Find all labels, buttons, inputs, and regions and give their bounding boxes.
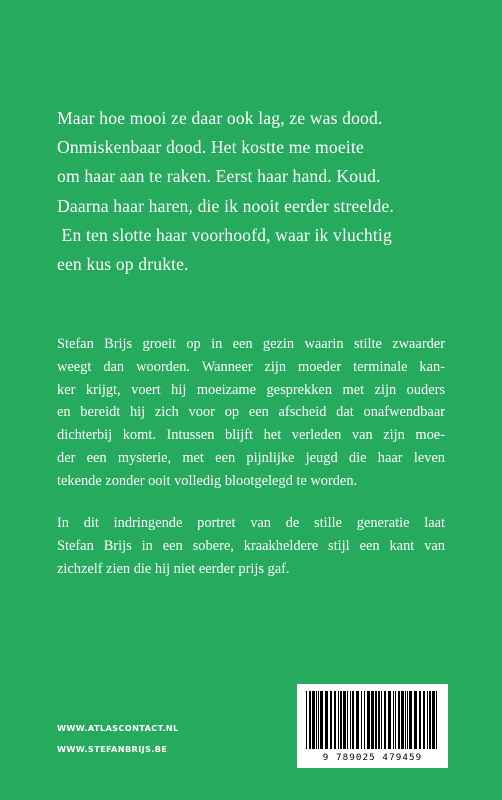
back-cover-quote	[57, 104, 487, 279]
description-paragraph-2	[57, 512, 445, 580]
barcode-bar	[407, 691, 408, 749]
paragraph-line: en bereidt hij zich voor op een afscheid dat onafwendbaar	[57, 404, 445, 421]
isbn-barcode	[297, 684, 448, 768]
paragraph-line: weegt dan woorden. Wanneer zijn moeder terminale kan-	[57, 358, 445, 375]
publisher-url[interactable]: WWW.ATLASCONTACT.NL	[57, 723, 179, 733]
barcode-bar	[316, 691, 317, 749]
barcode-bar	[306, 691, 307, 749]
barcode-bar	[427, 691, 428, 749]
barcode-bar	[334, 691, 336, 749]
quote-line: En ten slotte haar voorhoofd, waar ik vluchtig	[57, 224, 392, 245]
barcode-bar	[432, 691, 435, 749]
description-paragraph-1	[57, 333, 445, 493]
barcode-bar	[414, 691, 417, 749]
barcode-bar	[378, 691, 380, 749]
barcode-bar	[361, 691, 362, 749]
barcode-bar	[343, 691, 346, 749]
paragraph-line: Stefan Brijs groeit op in een gezin waarin stilte zwaarder	[57, 336, 445, 352]
paragraph-line: In dit indringende portret van de stille generatie laat	[57, 515, 445, 531]
barcode-bar	[398, 691, 400, 749]
barcode-bar	[325, 691, 328, 749]
quote-line: Daarna haar haren, die ik nooit eerder streelde.	[57, 195, 394, 216]
quote-line: om haar aan te raken. Eerst haar hand. Koud.	[57, 166, 381, 187]
barcode-bar	[429, 691, 431, 749]
barcode-bar	[340, 691, 342, 749]
author-url[interactable]: WWW.STEFANBRIJS.BE	[57, 744, 168, 754]
isbn-number: 9 789025 479459	[322, 752, 423, 763]
barcode-bar	[350, 691, 351, 749]
barcode-bar	[384, 691, 386, 749]
barcode-bar	[401, 691, 404, 749]
paragraph-line: dichterbij komt. Intussen blijft het verleden van zijn moe-	[57, 427, 445, 444]
quote-line: Maar hoe mooi ze daar ook lag, ze was dood.	[57, 108, 383, 128]
paragraph-line: tekende zonder ooit volledig blootgelegd te worden.	[57, 472, 358, 489]
barcode-bar	[367, 691, 370, 749]
barcode-bar	[364, 691, 365, 749]
paragraph-line: der een mysterie, met een pijnlijke jeugd die haar leven	[57, 449, 445, 466]
barcode-bar	[309, 691, 311, 749]
paragraph-line: Stefan Brijs in een sobere, kraakheldere stijl een kant van	[57, 537, 445, 554]
barcode-bar	[409, 691, 412, 749]
website-links	[57, 718, 179, 760]
barcode-bar	[381, 691, 382, 749]
barcode-bar	[419, 691, 421, 749]
barcode-bar	[423, 691, 425, 749]
barcode-bar	[388, 691, 391, 749]
barcode-bar	[338, 691, 339, 749]
barcode-bars	[304, 691, 441, 751]
barcode-bar	[318, 691, 319, 749]
barcode-bar	[371, 691, 374, 749]
barcode-bar	[330, 691, 332, 749]
barcode-bar	[347, 691, 348, 749]
barcode-bar	[375, 691, 377, 749]
paragraph-line: ker krijgt, voert hij moeizame gesprekken met zijn ouders	[57, 381, 445, 398]
barcode-bar	[436, 691, 437, 749]
barcode-bar	[352, 691, 354, 749]
paragraph-line: zichzelf zien die hij niet eerder prijs gaf.	[57, 560, 290, 577]
barcode-bar	[395, 691, 396, 749]
barcode-bar	[405, 691, 406, 749]
barcode-bar	[356, 691, 359, 749]
barcode-bar	[312, 691, 315, 749]
quote-line: Onmiskenbaar dood. Het kostte me moeite	[57, 137, 364, 158]
quote-line: een kus op drukte.	[57, 254, 189, 275]
barcode-bar	[393, 691, 394, 749]
barcode-bar	[320, 691, 323, 749]
